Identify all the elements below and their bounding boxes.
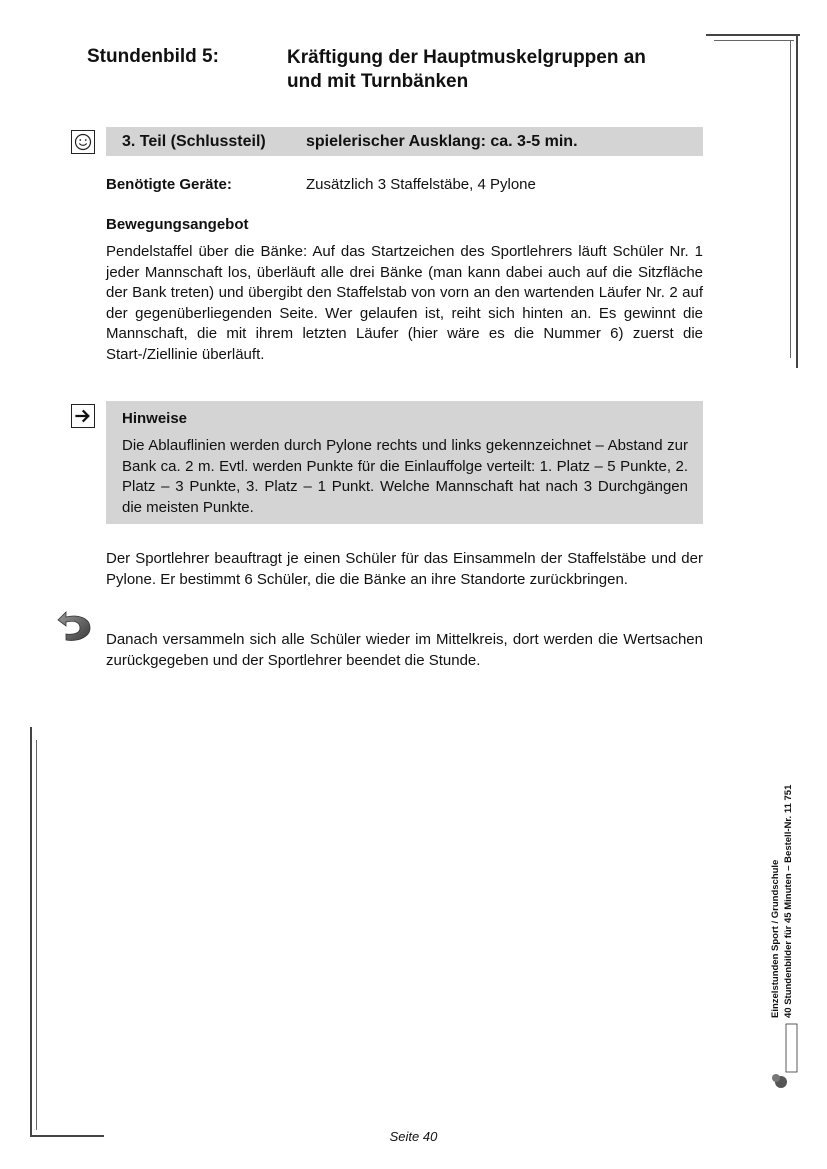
frame-line-right xyxy=(796,34,798,368)
page-number: Seite 40 xyxy=(389,1129,438,1144)
section-description: spielerischer Ausklang: ca. 3-5 min. xyxy=(306,133,578,150)
frame-line-right-inner xyxy=(790,40,791,358)
movement-text: Pendelstaffel über die Bänke: Auf das Startzeichen des Sportlehrers läuft Schüler Nr. 1 jeder Mannschaft los, überläuft alle drei Bänke (man kann dabei auch auf die Sitzfläche der Bank treten) und übergibt den Staffelstab von vorn an den wartenden Läufer Nr. 2 auf der gegenüberliegenden Seite. Wer gelaufen ist, reiht sich hinten an. Es gewinnt die Mannschaft, die mit ihrem letzten Läufer (hier wäre es die Nummer 6) zuerst die Start-/Ziellinie überläuft. xyxy=(106,243,703,363)
collect-text: Der Sportlehrer beauftragt je einen Schüler für das Einsammeln der Staffelstäbe und der Pylone. Er bestimmt 6 Schüler, die die Bänke an ihre Standorte zurückbringen. xyxy=(106,550,703,588)
smiley-icon xyxy=(71,130,95,154)
frame-line-left-inner xyxy=(36,740,37,1130)
section-part: 3. Teil (Schlussteil) xyxy=(122,133,266,150)
movement-heading: Bewegungsangebot xyxy=(106,216,249,233)
equipment-value: Zusätzlich 3 Staffelstäbe, 4 Pylone xyxy=(306,176,536,193)
lesson-title-line1: Kräftigung der Hauptmuskelgruppen an xyxy=(287,47,646,68)
frame-line-top-inner xyxy=(714,40,794,41)
side-info xyxy=(769,718,827,1018)
return-arrow-icon xyxy=(56,608,96,649)
lesson-label: Stundenbild 5: xyxy=(87,46,219,67)
arrow-right-icon xyxy=(71,404,95,428)
hints-heading: Hinweise xyxy=(122,410,188,427)
hints-text: Die Ablauflinien werden durch Pylone rechts und links gekennzeichnet – Abstand zur Bank ca. 2 m. Evtl. werden Punkte für die Einlauffolge verteilt: 1. Platz – 5 Punkte, 2. Platz – 3 Punkte, 3. Platz – 1 Punkt. Welche Mannschaft hat nach 3 Durchgängen die meisten Punkte. xyxy=(122,437,688,516)
end-text: Danach versammeln sich alle Schüler wieder im Mittelkreis, dort werden die Wertsachen zurückgegeben und der Sportlehrer beendet die Stunde. xyxy=(106,631,703,669)
frame-line-left xyxy=(30,727,32,1137)
side-info-line2: 40 Stundenbilder für 45 Minuten – Bestell-Nr. 11 751 xyxy=(783,784,794,1018)
publisher-logo xyxy=(770,1020,800,1095)
frame-line-top xyxy=(706,34,800,36)
lesson-title xyxy=(287,46,697,94)
side-info-line1: Einzelstunden Sport / Grundschule xyxy=(770,859,781,1018)
lesson-title-line2: und mit Turnbänken xyxy=(287,71,469,92)
equipment-label: Benötigte Geräte: xyxy=(106,176,232,193)
